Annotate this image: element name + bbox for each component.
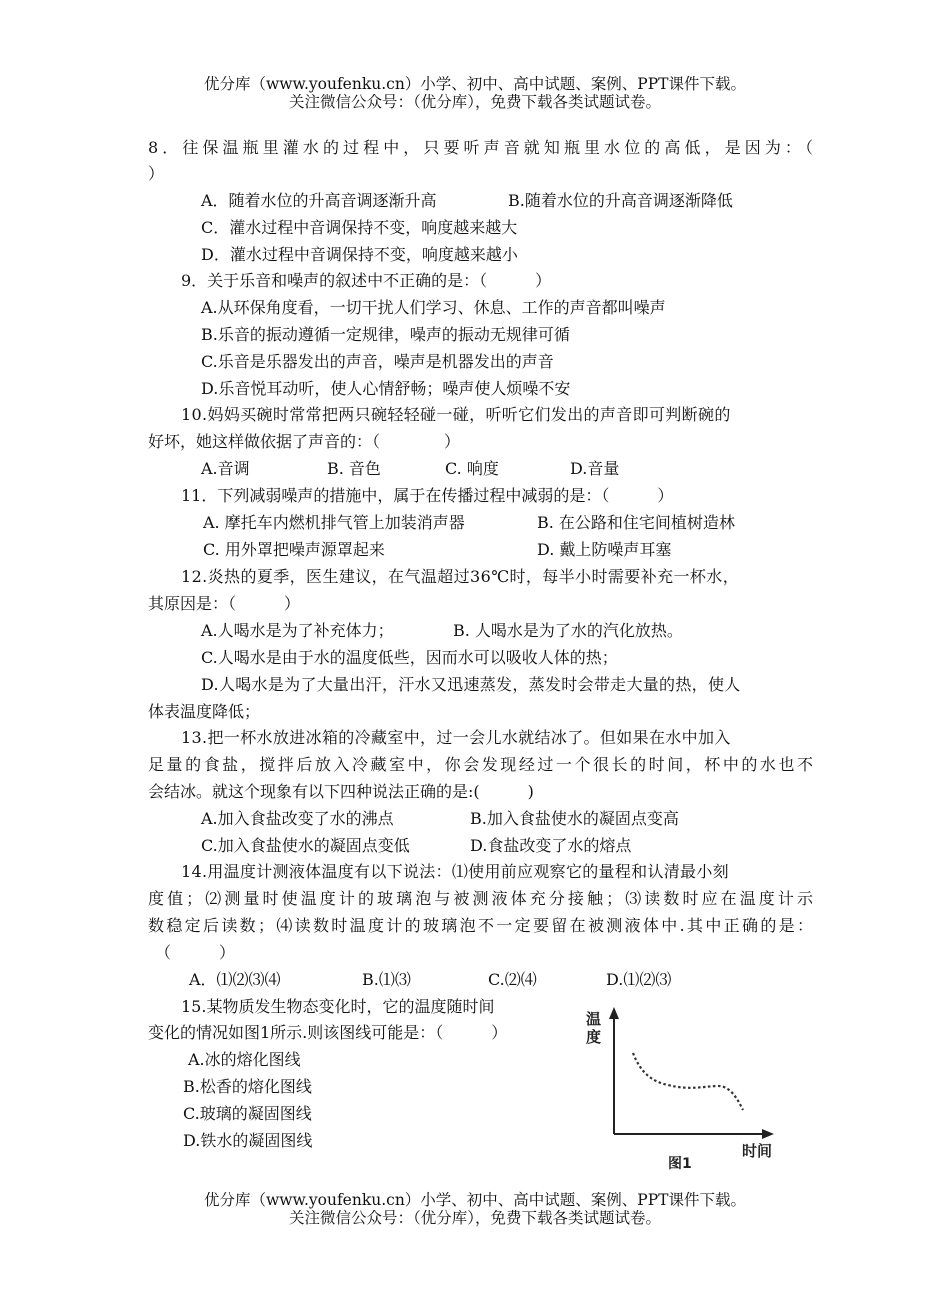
q15-option-a: A.冰的熔化图线 (188, 1050, 301, 1069)
q12-option-b: B. 人喝水是为了水的汽化放热。 (453, 621, 683, 640)
header-line-1: 优分库（www.youfenku.cn）小学、初中、高中试题、案例、PPT课件下载。 (203, 75, 747, 93)
q9-option-d: D.乐音悦耳动听，使人心情舒畅；噪声使人烦噪不安 (201, 379, 571, 398)
q9-option-a: A.从环保角度看，一切干扰人们学习、休息、工作的声音都叫噪声 (201, 298, 666, 317)
q12-option-d-line-1: D.人喝水是为了大量出汗，汗水又迅速蒸发，蒸发时会带走大量的热，使人 (201, 675, 741, 694)
q13-stem-line-1: 13.把一杯水放进冰箱的冷藏室中，过一会儿水就结冰了。但如果在水中加入 (181, 728, 731, 747)
q9-stem: 9．关于乐音和噪声的叙述中不正确的是：（ ） (181, 271, 552, 290)
q10-option-d: D.音量 (570, 459, 620, 478)
q9-option-b: B.乐音的振动遵循一定规律，噪声的振动无规律可循 (201, 325, 570, 344)
q14-option-a: A．⑴⑵⑶⑷ (189, 970, 281, 989)
figure-caption: 图1 (668, 1156, 692, 1172)
q12-stem-line-2: 其原因是：（ ） (148, 594, 301, 613)
page-header (0, 75, 950, 111)
q14-option-c: C.⑵⑷ (488, 970, 537, 989)
q14-stem-line-2: 度值；⑵测量时使温度计的玻璃泡与被测液体充分接触；⑶读数时应在温度计示 (148, 889, 813, 908)
q11-option-b: B. 在公路和住宅间植树造林 (537, 513, 735, 532)
q11-option-a: A. 摩托车内燃机排气管上加装消声器 (203, 513, 465, 532)
x-axis-arrow (762, 1129, 774, 1139)
q14-option-b: B.⑴⑶ (362, 970, 411, 989)
q15-stem-line-1: 15.某物质发生物态变化时，它的温度随时间 (181, 997, 495, 1016)
q13-option-d: D.食盐改变了水的熔点 (470, 836, 632, 855)
q12-stem-line-1: 12.炎热的夏季，医生建议，在气温超过36℃时，每半小时需要补充一杯水， (181, 567, 740, 586)
q11-option-d: D. 戴上防噪声耳塞 (537, 540, 672, 559)
q8-stem-line-2: ） (148, 164, 165, 183)
q15-option-c: C.玻璃的凝固图线 (183, 1104, 312, 1123)
q13-option-b: B.加入食盐使水的凝固点变高 (470, 809, 679, 828)
q13-option-c: C.加入食盐使水的凝固点变低 (201, 836, 410, 855)
q15-stem-line-2: 变化的情况如图1所示.则该图线可能是：（ ） (148, 1023, 508, 1042)
header-line-2: 关注微信公众号：（优分库），免费下载各类试题试卷。 (288, 93, 661, 111)
y-axis-label-1: 温 (586, 1010, 602, 1028)
q9-option-c: C.乐音是乐器发出的声音，噪声是机器发出的声音 (201, 352, 554, 371)
q10-option-a: A.音调 (201, 459, 250, 478)
q10-option-b: B. 音色 (327, 459, 381, 478)
q15-option-b: B.松香的熔化图线 (183, 1077, 312, 1096)
q10-option-c: C. 响度 (445, 459, 499, 478)
x-axis-label: 时间 (742, 1142, 773, 1160)
q13-stem-line-3: 会结冰。就这个现象有以下四种说法正确的是:( ) (148, 782, 534, 801)
q14-stem-line-1: 14.用温度计测液体温度有以下说法：⑴使用前应观察它的量程和认清最小刻 (181, 862, 729, 881)
q11-stem: 11．下列减弱噪声的措施中，属于在传播过程中减弱的是：（ ） (181, 486, 674, 505)
q8-option-a: A．随着水位的升高音调逐渐升高 (201, 191, 437, 210)
q10-stem-line-2: 好坏，她这样做依据了声音的：（ ） (148, 432, 461, 451)
q14-stem-line-4: （ ） (155, 943, 236, 962)
temperature-curve (633, 1053, 743, 1110)
q15-option-d: D.铁水的凝固图线 (183, 1131, 313, 1150)
q8-stem-line-1: 8．往保温瓶里灌水的过程中，只要听声音就知瓶里水位的高低，是因为：（ (148, 138, 813, 157)
q8-option-c: C．灌水过程中音调保持不变，响度越来越大 (201, 218, 518, 237)
page-footer (0, 1191, 950, 1227)
q12-option-a: A.人喝水是为了补充体力； (201, 621, 394, 640)
q8-option-d: D．灌水过程中音调保持不变，响度越来越小 (201, 245, 518, 264)
q12-option-d-line-2: 体表温度降低； (148, 702, 261, 721)
q13-stem-line-2: 足量的食盐，搅拌后放入冷藏室中，你会发现经过一个很长的时间，杯中的水也不 (148, 755, 813, 774)
q8-option-b: B.随着水位的升高音调逐渐降低 (508, 191, 733, 210)
footer-line-2: 关注微信公众号：（优分库），免费下载各类试题试卷。 (288, 1209, 661, 1227)
y-axis-arrow (609, 1007, 619, 1019)
figure-1-temperature-graph (580, 1003, 780, 1173)
footer-line-1: 优分库（www.youfenku.cn）小学、初中、高中试题、案例、PPT课件下载。 (203, 1191, 747, 1209)
q12-option-c: C.人喝水是由于水的温度低些，因而水可以吸收人体的热； (201, 648, 618, 667)
q10-stem-line-1: 10.妈妈买碗时常常把两只碗轻轻碰一碰，听听它们发出的声音即可判断碗的 (181, 405, 731, 424)
q13-option-a: A.加入食盐改变了水的沸点 (201, 809, 394, 828)
q14-stem-line-3: 数稳定后读数；⑷读数时温度计的玻璃泡不一定要留在被测液体中.其中正确的是： (148, 916, 813, 935)
q14-option-d: D.⑴⑵⑶ (606, 970, 672, 989)
q11-option-c: C. 用外罩把噪声源罩起来 (203, 540, 385, 559)
y-axis-label-2: 度 (586, 1028, 602, 1046)
